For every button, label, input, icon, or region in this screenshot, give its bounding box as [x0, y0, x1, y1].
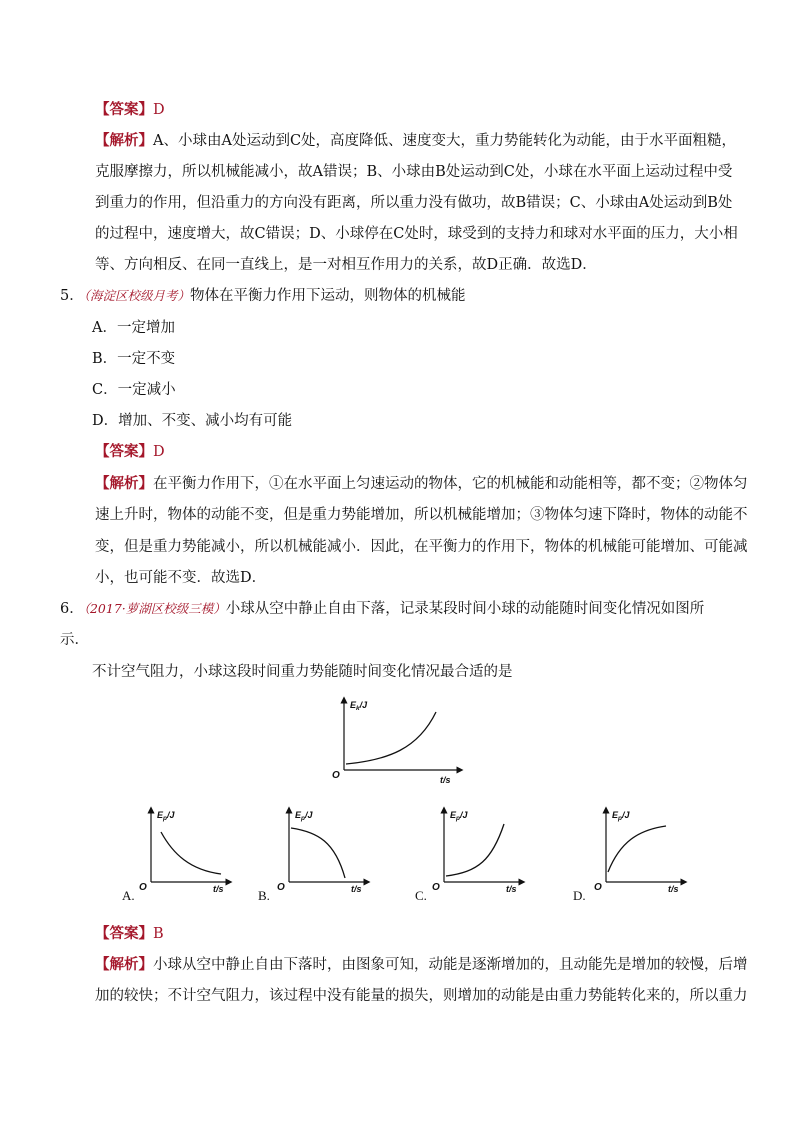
- origin-label: O: [432, 882, 440, 893]
- answer-tag: 【答案】: [95, 443, 153, 460]
- option-graph-c: [428, 804, 528, 894]
- y-axis-label: $E_p/J$: [157, 810, 175, 822]
- y-axis-label: $E_k/J$: [350, 700, 368, 712]
- q6-analysis-line-2: 加的较快；不计空气阻力，该过程中没有能量的损失，则增加的动能是由重力势能转化来的，所以重力: [95, 988, 748, 1004]
- q6-analysis-line-1: [95, 955, 748, 975]
- x-axis-label: t/s: [668, 884, 679, 894]
- option-label-c: C.: [415, 888, 427, 903]
- analysis-tag: 【解析】: [95, 132, 153, 149]
- q6-stem: [60, 599, 704, 619]
- answer-value: D: [153, 444, 165, 460]
- x-axis-label: t/s: [506, 884, 517, 894]
- answer-tag: 【答案】: [95, 101, 153, 118]
- y-axis-label: $E_p/J$: [295, 810, 313, 822]
- ek-curve: [346, 712, 436, 764]
- option-label-b: B.: [258, 888, 270, 903]
- q5-answer: [95, 442, 165, 462]
- analysis-text: 小球从空中静止自由下落时，由图象可知，动能是逐渐增加的，且动能先是增加的较慢，后增: [153, 957, 748, 973]
- answer-value: D: [153, 102, 165, 118]
- analysis-tag: 【解析】: [95, 956, 153, 973]
- answer-tag: 【答案】: [95, 925, 153, 942]
- y-axis-label: $E_p/J$: [450, 810, 468, 822]
- option-graph-b: [273, 804, 373, 894]
- origin-label: O: [332, 770, 340, 781]
- q4-analysis-line-1: [95, 131, 736, 151]
- origin-label: O: [594, 882, 602, 893]
- option-label-d: D.: [573, 888, 586, 903]
- origin-label: O: [277, 882, 285, 893]
- question-number: 5．: [60, 288, 84, 304]
- q5-stem: [60, 286, 466, 306]
- x-axis-label: t/s: [351, 884, 362, 894]
- analysis-text: A、小球由A处运动到C处，高度降低、速度变大，重力势能转化为动能，由于水平面粗糙，: [153, 133, 737, 149]
- x-axis-label: t/s: [440, 775, 451, 785]
- origin-label: O: [139, 882, 147, 893]
- option-graph-a: [135, 804, 235, 894]
- q5-analysis-line-1: [95, 474, 748, 494]
- q6-answer: [95, 924, 164, 944]
- q5-analysis-line-2: 速上升时，物体的动能不变，但是重力势能增加，所以机械能增加；③物体匀速下降时，物体的动能不: [95, 507, 748, 523]
- q6-stem-cont: 示．: [60, 632, 89, 648]
- option-label-a: A.: [122, 888, 135, 903]
- q5-option-b: B．一定不变: [92, 351, 176, 367]
- ep-curve-b: [291, 828, 345, 878]
- q5-option-a: A．一定增加: [92, 320, 175, 336]
- question-text: 小球从空中静止自由下落，记录某段时间小球的动能随时间变化情况如图所: [225, 601, 705, 617]
- q4-analysis-line-2: 克服摩擦力，所以机械能减小，故A错误；B、小球由B处运动到C处，小球在水平面上运动过程中受: [95, 164, 733, 180]
- y-axis-label: $E_p/J$: [612, 810, 630, 822]
- question-text: 物体在平衡力作用下运动，则物体的机械能: [190, 288, 466, 304]
- q4-analysis-line-3: 到重力的作用，但沿重力的方向没有距离，所以重力没有做功，故B错误；C、小球由A处运动到B处: [95, 195, 733, 211]
- answer-value: B: [153, 926, 164, 942]
- q5-option-c: C．一定减小: [92, 382, 176, 398]
- q6-stem-question: 不计空气阻力，小球这段时间重力势能随时间变化情况最合适的是: [92, 664, 513, 680]
- analysis-text: 在平衡力作用下，①在水平面上匀速运动的物体，它的机械能和动能相等，都不变；②物体匀: [153, 476, 748, 492]
- question-number: 6．: [60, 601, 84, 617]
- ep-curve-a: [161, 832, 221, 874]
- q5-analysis-line-3: 变，但是重力势能减小，所以机械能减小．因此，在平衡力的作用下，物体的机械能可能增加、可能减: [95, 539, 748, 555]
- option-graph-d: [590, 804, 690, 894]
- q4-analysis-line-4: 的过程中，速度增大，故C错误；D、小球停在C处时，球受到的支持力和球对水平面的压力，大小相: [95, 226, 738, 242]
- q5-option-d: D．增加、不变、减小均有可能: [92, 413, 293, 429]
- q4-answer: [95, 100, 165, 120]
- question-source: （海淀区校级月考）: [83, 288, 190, 303]
- x-axis-label: t/s: [213, 884, 224, 894]
- q4-analysis-line-5: 等、方向相反、在同一直线上，是一对相互作用力的关系，故D正确．故选D．: [95, 257, 597, 273]
- analysis-tag: 【解析】: [95, 475, 153, 492]
- ep-curve-c: [446, 824, 504, 876]
- ep-curve-d: [608, 826, 666, 872]
- question-source: （2017·萝湖区校级三模）: [83, 601, 226, 616]
- q5-analysis-line-4: 小，也可能不变．故选D．: [95, 570, 267, 586]
- main-graph-ek-t: [328, 694, 468, 786]
